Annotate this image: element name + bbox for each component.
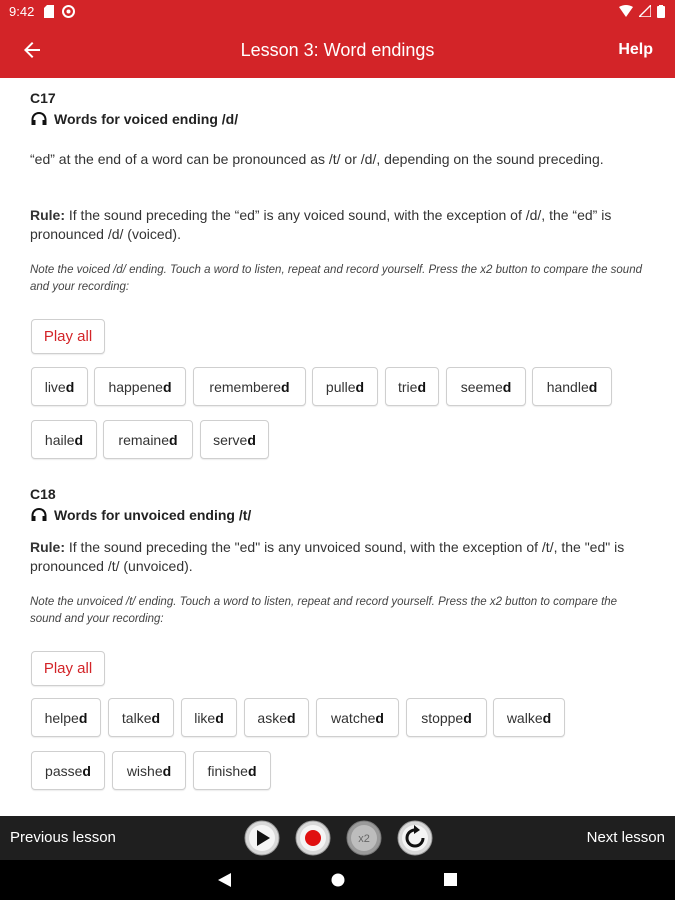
lesson-control-bar (0, 816, 675, 860)
word-button[interactable]: live d (31, 367, 88, 406)
section-note: Note the voiced /d/ ending. Touch a word to listen, repeat and record yourself. Press the x2 button to compare the sound and your recording: (30, 264, 642, 293)
word-button[interactable]: pulle d (312, 367, 378, 406)
headphones-icon[interactable] (30, 111, 48, 127)
word-button[interactable]: passe d (31, 751, 105, 790)
battery-icon (657, 5, 665, 18)
headphones-icon[interactable] (30, 507, 48, 523)
play-icon[interactable] (244, 820, 280, 856)
word-button[interactable]: like d (181, 698, 237, 737)
word-button[interactable]: stoppe d (406, 698, 487, 737)
page-title: Lesson 3: Word endings (240, 40, 435, 60)
word-button[interactable]: aske d (244, 698, 309, 737)
signal-icon (639, 5, 651, 17)
previous-lesson-button[interactable]: Previous lesson (10, 829, 116, 846)
word-button[interactable]: finishe d (193, 751, 271, 790)
x2-label: x2 (358, 833, 370, 845)
section-code: C17 (30, 90, 56, 106)
x2-compare-icon[interactable] (346, 820, 382, 856)
word-button[interactable]: wishe d (112, 751, 186, 790)
word-button[interactable]: handle d (532, 367, 612, 406)
section-note: Note the unvoiced /t/ ending. Touch a word to listen, repeat and record yourself. Press the x2 button to compare the sound and your recording: (30, 596, 618, 625)
section-code: C18 (30, 486, 56, 502)
help-button[interactable]: Help (618, 41, 653, 58)
rule-label: Rule: (30, 207, 65, 223)
rule-text: If the sound preceding the "ed" is any unvoiced sound, with the exception of /t/, the "ed" is pronounced /t/ (unvoiced). (30, 539, 625, 574)
section-c18 (30, 486, 650, 523)
word-button[interactable]: watche d (316, 698, 399, 737)
section-heading-text: Words for unvoiced ending /t/ (54, 507, 252, 523)
word-button[interactable]: talke d (108, 698, 174, 737)
status-time: 9:42 (9, 4, 35, 19)
word-button[interactable]: trie d (385, 367, 439, 406)
word-button[interactable]: serve d (200, 420, 269, 459)
next-lesson-button[interactable]: Next lesson (586, 829, 665, 846)
nav-home-icon[interactable] (331, 873, 345, 887)
section-heading[interactable] (30, 507, 650, 523)
circle-notification-icon (62, 5, 75, 18)
status-system-icons (619, 5, 665, 18)
section-rule (30, 206, 650, 244)
word-button[interactable]: helpe d (31, 698, 101, 737)
record-icon[interactable] (295, 820, 331, 856)
replay-icon[interactable] (397, 820, 433, 856)
status-notification-icons (44, 5, 75, 18)
status-bar (0, 0, 675, 24)
section-rule (30, 538, 650, 576)
nav-back-icon[interactable] (218, 873, 231, 887)
rule-text: If the sound preceding the “ed” is any voiced sound, with the exception of /d/, the “ed” is pronounced /d/ (voiced). (30, 207, 612, 242)
app-bar (0, 24, 675, 78)
word-button[interactable]: haile d (31, 420, 97, 459)
word-button[interactable]: happene d (94, 367, 186, 406)
nav-recents-icon[interactable] (444, 873, 457, 886)
section-intro: “ed” at the end of a word can be pronounced as /t/ or /d/, depending on the sound preceding. (30, 151, 604, 167)
wifi-icon (619, 5, 633, 17)
word-button[interactable]: walke d (493, 698, 565, 737)
sim-card-icon (44, 5, 54, 18)
section-c17 (30, 90, 650, 127)
section-heading-text: Words for voiced ending /d/ (54, 111, 239, 127)
word-button[interactable]: remaine d (103, 420, 193, 459)
word-button[interactable]: remembere d (193, 367, 306, 406)
play-all-button[interactable]: Play all (31, 319, 105, 354)
word-button[interactable]: seeme d (446, 367, 526, 406)
play-all-button[interactable]: Play all (31, 651, 105, 686)
section-heading[interactable] (30, 111, 650, 127)
rule-label: Rule: (30, 539, 65, 555)
system-nav-bar (0, 860, 675, 900)
